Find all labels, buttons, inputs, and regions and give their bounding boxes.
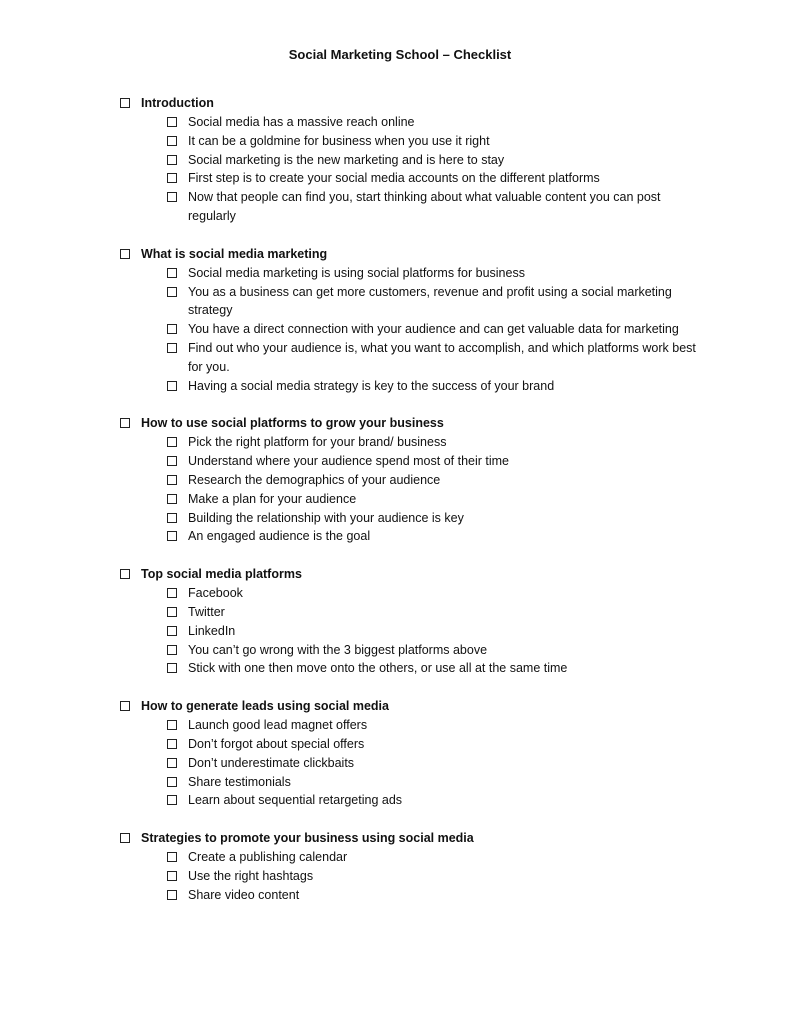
item-text: Building the relationship with your audience is key	[188, 510, 464, 525]
checkbox-icon[interactable]	[167, 494, 177, 504]
checkbox-icon[interactable]	[167, 852, 177, 862]
checkbox-icon[interactable]	[167, 324, 177, 334]
checklist-item	[118, 169, 708, 188]
item-text: Pick the right platform for your brand/ business	[188, 435, 447, 450]
checklist-item	[118, 471, 708, 490]
checkbox-icon[interactable]	[167, 381, 177, 391]
checklist-section	[118, 245, 718, 396]
checkbox-icon[interactable]	[120, 701, 130, 711]
checklist-section	[118, 94, 718, 226]
item-list	[118, 433, 718, 546]
section-heading	[118, 697, 718, 716]
section-label: Top social media platforms	[141, 567, 302, 582]
section-heading	[118, 414, 718, 433]
checklist	[118, 94, 718, 924]
item-text: Having a social media strategy is key to the success of your brand	[188, 378, 555, 393]
item-text: Don’t underestimate clickbaits	[188, 755, 355, 770]
checkbox-icon[interactable]	[167, 607, 177, 617]
checklist-item	[118, 622, 708, 641]
checkbox-icon[interactable]	[120, 249, 130, 259]
checkbox-icon[interactable]	[167, 513, 177, 523]
item-text: Find out who your audience is, what you want to accomplish, and which platforms work best for you.	[188, 340, 696, 374]
checklist-item	[118, 848, 708, 867]
checkbox-icon[interactable]	[167, 720, 177, 730]
checkbox-icon[interactable]	[167, 871, 177, 881]
item-text: Social media has a massive reach online	[188, 115, 415, 129]
item-text: Understand where your audience spend most of their time	[188, 454, 510, 469]
item-text: Share video content	[188, 887, 300, 902]
checklist-item	[118, 452, 708, 471]
item-text: Use the right hashtags	[188, 868, 314, 883]
section-heading	[118, 565, 718, 584]
checklist-item	[118, 773, 708, 792]
checklist-item	[118, 603, 708, 622]
item-text: First step is to create your social media accounts on the different platforms	[188, 171, 600, 186]
checkbox-icon[interactable]	[167, 890, 177, 900]
checklist-item	[118, 527, 708, 546]
checkbox-icon[interactable]	[120, 833, 130, 843]
checkbox-icon[interactable]	[167, 795, 177, 805]
item-text: You as a business can get more customers, revenue and profit using a social marketing strategy	[188, 284, 672, 318]
item-text: Twitter	[188, 604, 225, 619]
item-text: Social media marketing is using social platforms for business	[188, 265, 525, 280]
checkbox-icon[interactable]	[167, 155, 177, 165]
section-heading	[118, 245, 718, 264]
checklist-item	[118, 867, 708, 886]
item-text: Research the demographics of your audience	[188, 472, 441, 487]
checklist-section	[118, 414, 718, 546]
item-text: Stick with one then move onto the others, or use all at the same time	[188, 661, 568, 676]
checkbox-icon[interactable]	[120, 569, 130, 579]
section-label: What is social media marketing	[141, 246, 328, 261]
checklist-item	[118, 735, 708, 754]
item-text: LinkedIn	[188, 623, 236, 638]
section-label: How to generate leads using social media	[141, 699, 389, 714]
item-text: Launch good lead magnet offers	[188, 718, 368, 733]
item-text: An engaged audience is the goal	[188, 529, 371, 544]
checklist-item	[118, 659, 708, 678]
checklist-item	[118, 339, 708, 377]
checklist-item	[118, 490, 708, 509]
item-list	[118, 584, 718, 678]
item-text: Learn about sequential retargeting ads	[188, 793, 403, 808]
checkbox-icon[interactable]	[167, 475, 177, 485]
checklist-item	[118, 433, 708, 452]
checkbox-icon[interactable]	[167, 777, 177, 787]
section-label: Introduction	[141, 96, 214, 110]
checkbox-icon[interactable]	[167, 173, 177, 183]
checklist-item	[118, 113, 708, 132]
checkbox-icon[interactable]	[167, 588, 177, 598]
checklist-item	[118, 716, 708, 735]
section-heading	[118, 829, 718, 848]
checklist-section	[118, 697, 718, 810]
checkbox-icon[interactable]	[167, 663, 177, 673]
checklist-item	[118, 584, 708, 603]
checklist-item	[118, 132, 708, 151]
checkbox-icon[interactable]	[167, 626, 177, 636]
checkbox-icon[interactable]	[167, 136, 177, 146]
checkbox-icon[interactable]	[167, 343, 177, 353]
checklist-item	[118, 377, 708, 396]
checkbox-icon[interactable]	[167, 645, 177, 655]
checkbox-icon[interactable]	[167, 192, 177, 202]
item-list	[118, 716, 718, 810]
checklist-item	[118, 151, 708, 170]
checklist-item	[118, 641, 708, 660]
checkbox-icon[interactable]	[167, 287, 177, 297]
checklist-section	[118, 829, 718, 904]
item-text: Share testimonials	[188, 774, 291, 789]
checkbox-icon[interactable]	[167, 531, 177, 541]
checklist-item	[118, 283, 708, 321]
item-text: Social marketing is the new marketing and is here to stay	[188, 152, 505, 167]
checklist-item	[118, 509, 708, 528]
item-text: You have a direct connection with your audience and can get valuable data for marketing	[188, 322, 679, 337]
checklist-item	[118, 188, 708, 226]
item-text: You can’t go wrong with the 3 biggest platforms above	[188, 642, 488, 657]
item-text: It can be a goldmine for business when you use it right	[188, 133, 490, 148]
checkbox-icon[interactable]	[167, 268, 177, 278]
checklist-item	[118, 754, 708, 773]
checkbox-icon[interactable]	[167, 117, 177, 127]
item-text: Make a plan for your audience	[188, 491, 357, 506]
checkbox-icon[interactable]	[167, 456, 177, 466]
item-list	[118, 264, 718, 396]
checklist-item	[118, 886, 708, 905]
page-title: Social Marketing School – Checklist	[288, 47, 512, 62]
checklist-item	[118, 791, 708, 810]
checkbox-icon[interactable]	[120, 98, 130, 108]
item-text: Now that people can find you, start thinking about what valuable content you can post regularly	[188, 190, 661, 223]
item-list	[118, 848, 718, 904]
item-text: Create a publishing calendar	[188, 850, 348, 865]
checklist-item	[118, 320, 708, 339]
section-heading	[118, 94, 718, 113]
checkbox-icon[interactable]	[120, 418, 130, 428]
item-text: Facebook	[188, 586, 243, 601]
item-list	[118, 113, 718, 226]
checkbox-icon[interactable]	[167, 758, 177, 768]
checkbox-icon[interactable]	[167, 437, 177, 447]
checkbox-icon[interactable]	[167, 739, 177, 749]
checklist-item	[118, 264, 708, 283]
checklist-section	[118, 565, 718, 678]
item-text: Don’t forgot about special offers	[188, 736, 365, 751]
section-label: How to use social platforms to grow your business	[141, 416, 444, 431]
section-label: Strategies to promote your business using social media	[141, 831, 474, 846]
